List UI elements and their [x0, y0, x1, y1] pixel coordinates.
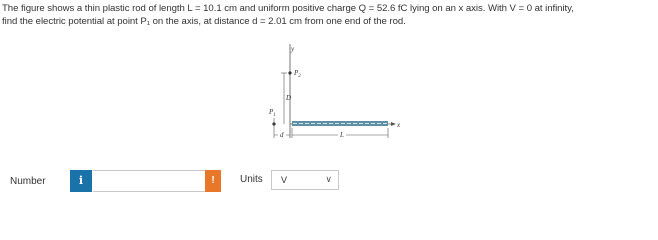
p2-label: $P_2$ — [294, 69, 301, 79]
chevron-down-icon: ∨ — [325, 174, 332, 184]
D-label: D — [286, 94, 292, 102]
rod-diagram — [246, 40, 416, 140]
units-label: Units — [240, 174, 263, 185]
x-axis-label: x — [397, 121, 401, 129]
p2-point — [288, 71, 291, 74]
question-text — [2, 2, 656, 28]
p1-label: $P_1$ — [269, 108, 276, 118]
warning-icon[interactable]: ! — [205, 170, 221, 192]
x-axis-arrow — [391, 122, 396, 126]
rod-figure — [246, 40, 416, 140]
question-line-2: find the electric potential at point P₁ on the axis, at distance d = 2.01 cm from one end of the rod. — [2, 16, 406, 27]
units-select[interactable] — [271, 170, 339, 190]
d-label: d — [280, 131, 284, 139]
L-label: L — [340, 131, 344, 139]
units-selected-value: V — [281, 175, 288, 185]
number-label: Number — [10, 176, 46, 187]
number-input[interactable] — [93, 170, 209, 192]
answer-row — [0, 168, 658, 194]
info-icon[interactable]: i — [70, 170, 92, 192]
y-axis-label: y — [291, 45, 295, 53]
question-line-1: The figure shows a thin plastic rod of length L = 10.1 cm and uniform positive charge Q = 52.6 fC lying on an x axis. With V = 0 at infinity, — [2, 3, 574, 14]
